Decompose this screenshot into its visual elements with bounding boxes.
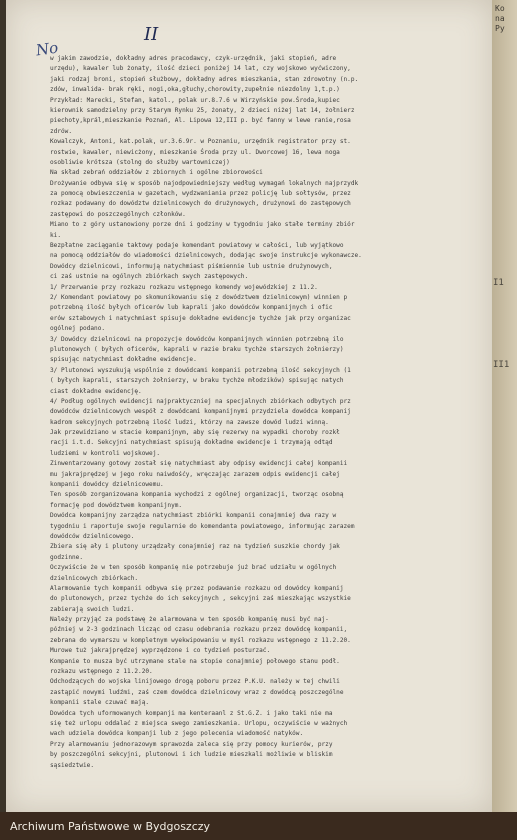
text-line: ( byłych kaprali, starszych żołnierzy, w braku tychże młodzików) spisując natych: [50, 377, 344, 385]
text-line: potrzebną ilość byłych oficerów lub kaprali jako dowódców kompanijnych i ofic: [50, 304, 333, 312]
text-line: urzędu), kawaler lub żonaty, ilość dzieci poniżej 14 lat, czy wojskowo wyćwiczony,: [50, 65, 351, 73]
text-line: 4/ Podług ogólnych ewidencji najpraktyczniej na specjalnych zbiórkach odbytych prz: [50, 397, 351, 405]
scanned-document-page: [6, 0, 492, 812]
text-line: tygodniu i raportuje swoje regularnie do komendanta powiatowego, informując zarazem: [50, 522, 355, 530]
text-line: Dowódca kompanijny zarządza natychmiast zbiórki kompanii conajmniej dwa razy w: [50, 512, 337, 520]
archive-footer-bar: [0, 812, 517, 840]
handwritten-number-mark: No: [34, 38, 60, 60]
text-line: ki.: [50, 231, 62, 239]
archive-name-label: Archiwum Państwowe w Bydgoszczy: [10, 819, 211, 833]
text-line: Bezpłatne zaciąganie taktowy podaje komendant powiatowy w całości, lub wyjątkowo: [50, 242, 344, 250]
text-line: za pomocą obwieszczenia w gazetach, wydzwaniania przez policję lub sołtysów, przez: [50, 190, 351, 198]
text-line: dzielnicowych zbiórkach.: [50, 574, 139, 582]
text-line: Przy alarmowaniu jednorazowym sprawozda zaleca się przy pomocy kurierów, przy: [50, 740, 333, 748]
text-line: ludziemi w kontroli wojskowej.: [50, 449, 161, 457]
text-line: racji i.t.d. Sekcyjni natychmiast spisują dokładne ewidencje i trzymają odtąd: [50, 439, 333, 447]
text-line: Alarmowanie tych kompanii odbywa się przez podawanie rozkazu od dowódcy kompanij: [50, 584, 344, 592]
text-line: Jak przewidziano w stacie kompanijnym, aby się rezerwy na wypadki choroby rozkł: [50, 429, 340, 437]
text-line: osobliwie krótsza (stolng do służby wartowniczej): [50, 158, 230, 166]
text-line: plutonowych ( byłych oficerów, kaprali w razie braku tychże starszych żołnierzy): [50, 345, 344, 353]
text-line: Kompanie to musza być utrzymane stale na stopie conajmniej połowego stanu podł.: [50, 657, 340, 665]
text-line: ci zaś ustnie na ogólnych zbiórkach swych zastępowych.: [50, 273, 249, 281]
text-line: dowódców dzielnicowych wespół z dowódcami kompanijnymi przydziela dowódca kompanij: [50, 408, 351, 416]
text-line: 3/ Dowódcy dzielnicowi na propozycje dowódców kompanijnych winnien potrzebną ilo: [50, 335, 344, 343]
text-line: 1/ Przerwanie przy rozkazu rozkazu wstępnego komendy wojewódzkiej z 11.2.: [50, 283, 318, 291]
text-line: Zinwentarzowany gotowy został się natychmiast aby odpisy ewidencji całej kompanii: [50, 460, 348, 468]
text-line: później w 2-3 godzinach licząc od czasu odebrania rozkazu przez dowódcę kompanii,: [50, 626, 348, 634]
text-line: Na skład zebrań oddziałów z zbiornych i ogólne zbiorowości: [50, 169, 263, 177]
text-line: Odchodzących do wojska linijowego drogą poboru przez P.K.U. należy w tej chwili: [50, 678, 340, 686]
text-line: Dowódcy dzielnicowi, informują natychmiast piśmiennie lub ustnie drużynowych,: [50, 262, 333, 270]
text-line: Zbiera się ały i plutony urządzały conajmniej raz na tydzień suszkie chordy jak: [50, 543, 340, 551]
text-line: Kowalczyk, Antoni, kat.polak, ur.3.6.9r. w Poznaniu, urzędnik registrator przy st.: [50, 138, 351, 146]
text-line: na pomocą oddziałów do wiadomości dzielnicowych, dodając swoje instrukcje wykonawcze.: [50, 252, 362, 260]
text-line: zabierają swoich ludzi.: [50, 605, 135, 613]
text-line: Należy przyjąć za podstawę że alarmowana w ten sposób kompanię musi być naj-: [50, 616, 329, 624]
text-line: piechoty,kprál,mieszkanie Poznań, Al. Lipowa 12,III p. być fanny w lewe ranie,rosa: [50, 117, 351, 125]
handwritten-roman-numeral: II: [144, 24, 159, 45]
text-line: Drożywanie odbywa się w sposób najodpowiedniejszy według wymagań lokalnych najprzydk: [50, 179, 359, 187]
text-line: kompanii stale czuwać mają.: [50, 699, 150, 707]
text-line: kadrom sekcyjnych potrzebną ilość ludzi, którzy na zawsze dowód ludzi winną.: [50, 418, 329, 426]
text-line: godzinne.: [50, 553, 84, 561]
typewritten-body-text: [50, 54, 484, 771]
text-line: zdrów.: [50, 127, 73, 135]
text-line: zastąpić nowymi ludźmi, zaś czem dowódca dzielnicowy wraz z dowódcą poszczególne: [50, 688, 344, 696]
text-line: Oczywiście że w ten sposób kompanię nie potrzebuje już brać udziału w ogólnych: [50, 564, 337, 572]
text-line: 2/ Komendant powiatowy po skomunikowaniu się z dowództwem dzielnicowym) winnien p: [50, 293, 348, 301]
text-line: jaki rodzaj broni, stopień służbowy, dokładny adres mieszkania, stan zdrowotny (n.p.: [50, 75, 359, 83]
text-line: Miano to z góry ustanowiony porze dni i godziny w tygodniu jako stałe terminy zbiór: [50, 221, 355, 229]
text-line: zdów, inwalida- brak ręki, nogi,oka,głuchy,chorowity,zupełnie niezdolny 1,t.p.): [50, 86, 340, 94]
text-line: spisując natychmiast dokładne ewidencje.: [50, 356, 197, 364]
text-line: w jakim zawodzie, dokładny adres pracodawcy, czyk-urzędnik, jaki stopień, adre: [50, 55, 337, 62]
text-line: Murowe tuż jakrajprędzej wyprzędzone i co tydzień posturzać.: [50, 647, 271, 655]
text-line: ogólnej podano.: [50, 325, 106, 333]
text-line: mu jakrajprędzej w jego roku naiwdośćy, wręczając zarazem odpis ewidencji całej: [50, 470, 340, 478]
text-line: się też urlopu oddalać z miejsca swego zamieszkania. Urlopu, oczywiście w ważnych: [50, 720, 348, 727]
text-line: dowódców dzielnicowego.: [50, 532, 135, 540]
text-line: do plutonowych, przez tychże do ich sekcyjnych , sekcyjni zaś mieszkając wszystkie: [50, 595, 351, 603]
text-line: ciast dokładne ewidencję.: [50, 387, 142, 395]
text-line: zebrana do wymarszu w kompletnym wyekwipowaniu w myśl rozkazu wstępnego z 11.2.20.: [50, 636, 351, 644]
text-line: wach udziela dowódca kompanji lub z jego polecenia wiadomość natyków.: [50, 730, 304, 738]
text-line: zastępowi do poszczególnych członków.: [50, 210, 186, 218]
text-line: Przykład: Marecki, Stefan, katol., polak ur.8.7.6 w Wirzyńskie pow.Środa,kupiec: [50, 96, 340, 104]
text-line: kierownik samodzielny przy Starym Rynku 25, żonaty, 2 dzieci niżej lat 14, żołnierz: [50, 106, 355, 114]
text-line: rozkaz podawany do dowództw dzielnicowych do drużynowych, drużynowi do zastępowych: [50, 200, 351, 208]
text-line: formację pod dowództwem kompanijnym.: [50, 501, 183, 509]
text-line: erów sztabowych i natychmiast spisuje dokładne ewidencje tychże jak przy organizac: [50, 314, 351, 322]
adjacent-page-edge: Ko na Py I1 II1: [488, 0, 517, 812]
text-line: Ten sposób zorganizowana kompania wychodzi z ogólnej organizacji, tworząc osobną: [50, 491, 344, 499]
text-line: rostwie, kawaler, niewicżony, mieszkanie Środa przy ul. Dworcowej 16, lewa noga: [50, 148, 340, 156]
text-line: rozkazu wstępnego z 11.2.20.: [50, 668, 153, 676]
text-line: sąsiedztwie.: [50, 761, 95, 769]
text-line: 3/ Plutonowi wyszukują wspólnie z dowódcami kompanii potrzebną ilość sekcyjnych (1: [50, 366, 351, 374]
text-line: by poszczególni sekcyjni, plutonowi i ich ludzie mieszkali możliwie w bliskim: [50, 751, 333, 759]
text-line: kompanii dowódcy dzielnicowemu.: [50, 481, 164, 489]
text-line: Dowódca tych uformowanych kompanji ma kenteraanl z St.G.Z. i jako taki nie ma: [50, 709, 333, 717]
